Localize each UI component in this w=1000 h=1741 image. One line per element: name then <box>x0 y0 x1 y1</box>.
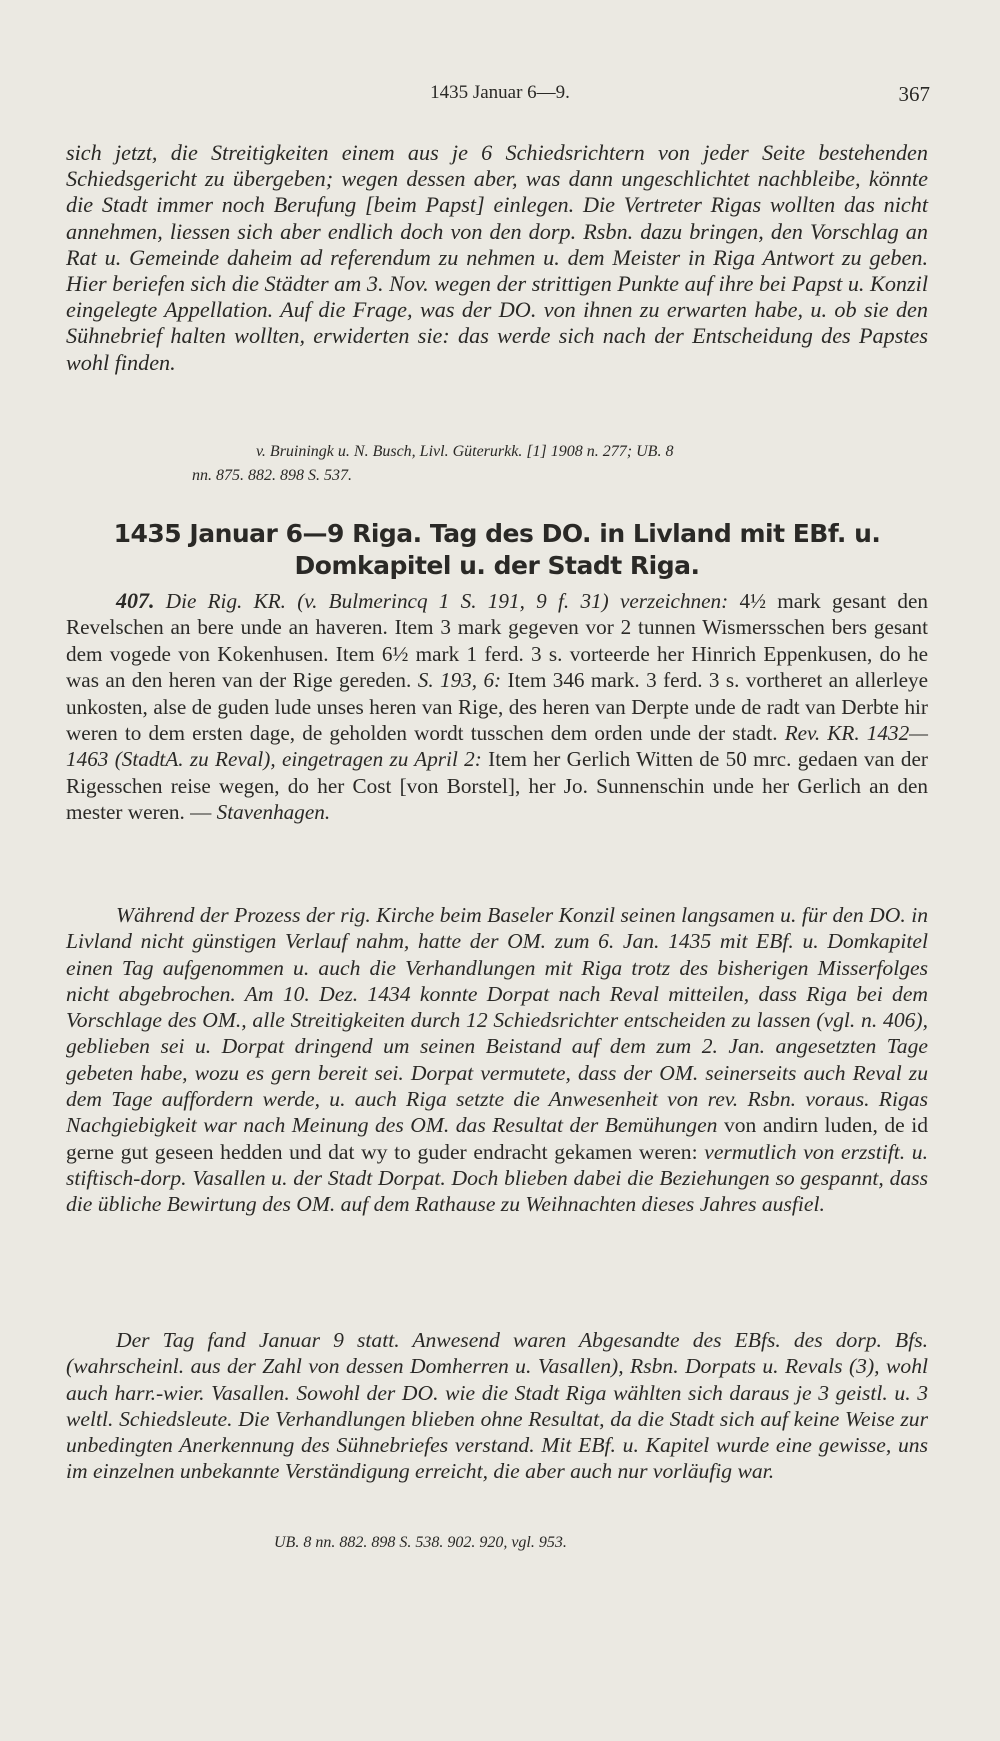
paragraph-continued: sich jetzt, die Streitigkeiten einem aus je 6 Schiedsrichtern von jeder Seite bestehenden Schiedsgericht zu übergeben; wegen dessen aber, was dann ungeschlichtet nachbleibe, könnte die Stadt immer noch Berufung [beim Papst] einlegen. Die Vertreter Rigas wollten das nicht annehmen, liessen sich aber endlich doch von den dorp. Rsbn. dazu bringen, den Vorschlag an Rat u. Gemeinde daheim ad referendum zu nehmen u. dem Meister in Riga Antwort zu geben. Hier beriefen sich die Städter am 3. Nov. wegen der strittigen Punkte auf ihre bei Papst u. Konzil eingelegte Appellation. Auf die Frage, was der DO. von ihnen zu erwarten habe, u. ob sie den Sühnebrief halten wollten, erwiderten sie: das werde sich nach der Entscheidung des Papstes wohl finden. <box>66 140 928 375</box>
reference-line-1: v. Bruiningk u. N. Busch, Livl. Güterurkk. [1] 1908 n. 277; UB. 8 <box>256 443 674 460</box>
entry-text-b: Item 346 mark. 3 ferd. 3 s. vortheret an allerleye unkosten, alse de guden lude unses heren van Rige, des heren van Derpte unde de radt van Derbte hir weren to dem ersten dage, de geholden wordt tusschen dem orden unde der stadt. <box>66 668 928 746</box>
commentary-paragraph-2 <box>66 1327 928 1485</box>
entry-source-3: Rev. KR. 1432—1463 (StadtA. zu Reval), eingetragen zu April 2: <box>66 721 928 772</box>
page-number: 367 <box>898 82 930 106</box>
entry-407 <box>66 588 928 826</box>
running-title: 1435 Januar 6—9. <box>430 82 570 103</box>
reference-note-1 <box>66 440 928 488</box>
commentary-paragraph-1 <box>66 902 928 1218</box>
commentary-paragraph-2-text: Der Tag fand Januar 9 statt. Anwesend waren Abgesandte des EBfs. des dorp. Bfs. (wahrscheinl. aus der Zahl von dessen Domherren u. Vasallen), Rsbn. Dorpats u. Revals (3), wohl auch harr.-wier. Vasallen. Sowohl der DO. wie die Stadt Riga wählten sich daraus je 3 geistl. u. 3 weltl. Schiedsleute. Die Verhandlungen blieben ohne Resultat, da die Stadt sich auf keine Weise zur unbedingten Anerkennung des Sühnebriefes verstand. Mit EBf. u. Kapitel wurde eine gewisse, uns im einzelnen unbekannte Verständigung erreicht, die aber auch nur vorläufig war. <box>66 1328 928 1484</box>
entry-source-2: S. 193, 6: <box>417 668 502 693</box>
commentary-italic-c: vermutlich von erzstift. u. stiftisch-dorp. Vasallen u. der Stadt Dorpat. Doch blieben dabei die Beziehungen so gespannt, dass die übliche Bewirtung des OM. auf dem Rathause zu Weihnachten dieses Jahres ausfiel. <box>66 1139 928 1217</box>
entry-number: 407. <box>116 588 155 613</box>
entry-source: Die Rig. KR. (v. Bulmerincq 1 S. 191, 9 f. 31) verzeichnen: <box>165 589 729 613</box>
reference-line-2: nn. 875. 882. 898 S. 537. <box>192 467 352 484</box>
commentary-quote: von andirn luden, de id gerne gut geseen hedden und dat wy to guder endracht gekamen weren: <box>66 1113 928 1164</box>
entry-source-4: Stavenhagen. <box>216 800 331 825</box>
commentary-italic-b: das Resultat der Bemühungen <box>455 1113 718 1138</box>
section-heading: 1435 Januar 6—9 Riga. Tag des DO. in Livland mit EBf. u. Domkapitel u. der Stadt Riga. <box>113 519 881 580</box>
entry-text-a: 4½ mark gesant den Revelschen an bere unde an haveren. Item 3 mark gegeven vor 2 tunnen Wismersschen bers gesant dem vogede von Kokenhusen. Item 6½ mark 1 ferd. 3 s. vorteerde her Hinrich Eppenkusen, do he was an den heren van der Rige gereden. <box>66 589 928 693</box>
reference-note-2: UB. 8 nn. 882. 898 S. 538. 902. 920, vgl. 953. <box>274 1534 567 1551</box>
running-header <box>70 82 930 112</box>
entry-text-c: Item her Gerlich Witten de 50 mrc. gedaen van der Rigesschen reise wegen, do her Cost [von Borstel], her Jo. Sunnenschin unde her Gerlich an den mester weren. — <box>66 747 928 825</box>
commentary-italic-a: Während der Prozess der rig. Kirche beim Baseler Konzil seinen langsamen u. für den DO. in Livland nicht günstigen Verlauf nahm, hatte der OM. zum 6. Jan. 1435 mit EBf. u. Domkapitel einen Tag aufgenommen u. auch die Verhandlungen mit Riga trotz des bisherigen Misserfolges nicht abgebrochen. Am 10. Dez. 1434 konnte Dorpat nach Reval mitteilen, dass Riga bei dem Vorschlage des OM., alle Streitigkeiten durch 12 Schiedsrichter entscheiden zu lassen (vgl. n. 406), geblieben sei u. Dorpat dringend um seinen Beistand auf dem zum 2. Jan. angesetzten Tage gebeten habe, wozu es gern bereit sei. Dorpat vermutete, dass der OM. seinerseits auch Reval zu dem Tage auffordern werde, u. auch Riga setzte die Anwesenheit von rev. Rsbn. voraus. Rigas Nachgiebigkeit war nach Meinung des OM. <box>66 903 928 1138</box>
